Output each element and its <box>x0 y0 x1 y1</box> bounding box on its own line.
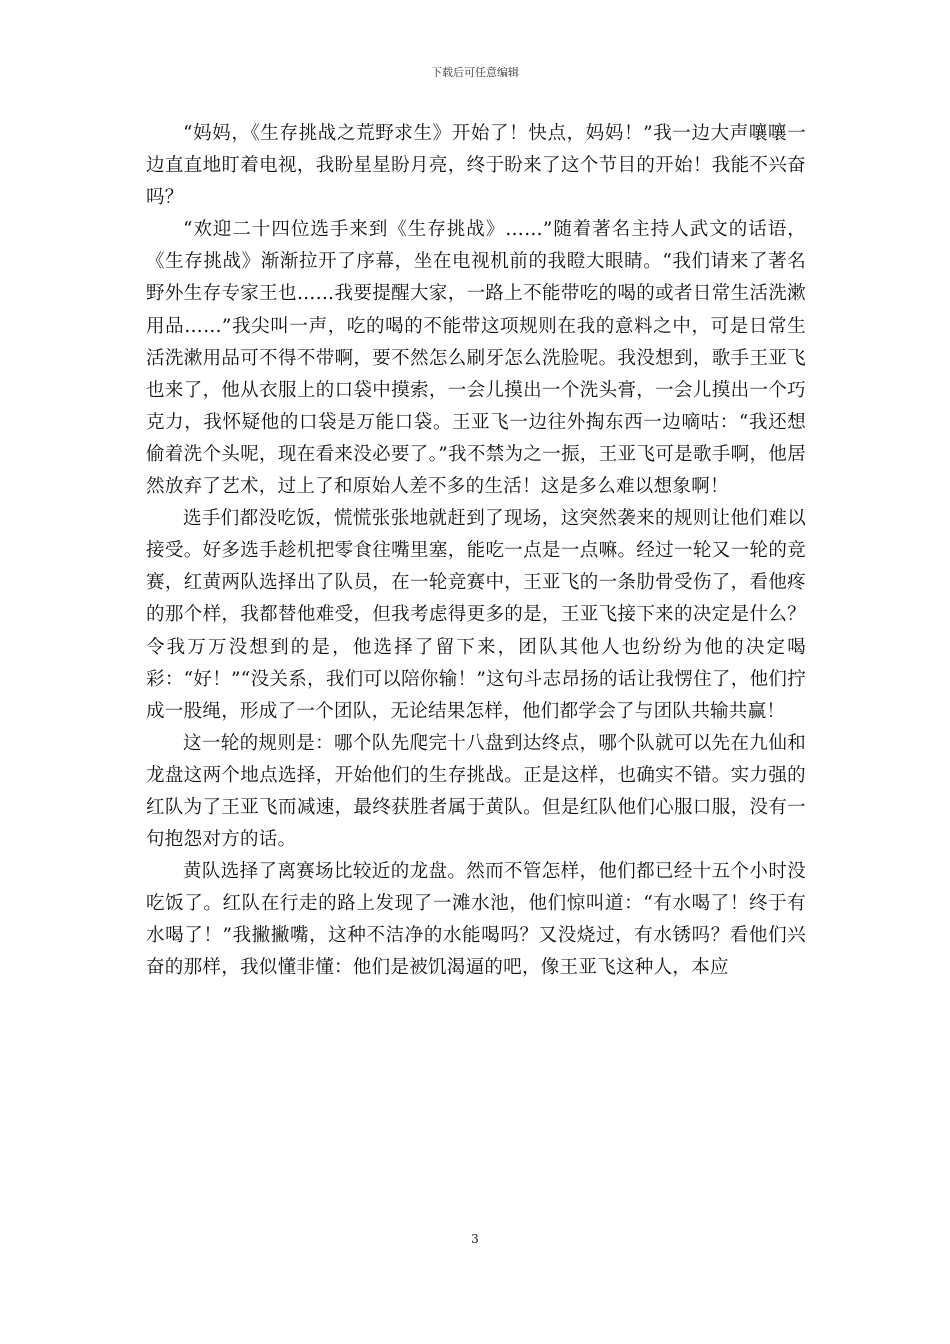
paragraph-1: “妈妈，《生存挑战之荒野求生》开始了！快点，妈妈！”我一边大声嚷嚷一边直直地盯着电视，我盼星星盼月亮，终于盼来了这个节目的开始！我能不兴奋吗？ <box>146 123 806 209</box>
paragraph-3: 选手们都没吃饭，慌慌张张地就赶到了现场，这突然袭来的规则让他们难以接受。好多选手趁机把零食往嘴里塞，能吃一点是一点嘛。经过一轮又一轮的竞赛，红黄两队选择出了队员，在一轮竞赛中，王亚飞的一条肋骨受伤了，看他疼的那个样，我都替他难受，但我考虑得更多的是，王亚飞接下来的决定是什么？令我万万没想到的是，他选择了留下来，团队其他人也纷纷为他的决定喝彩：“好！”“没关系，我们可以陪你输！”这句斗志昂扬的话让我愣住了，他们拧成一股绳，形成了一个团队，无论结果怎样，他们都学会了与团队共输共赢！ <box>146 508 806 722</box>
paragraph-4: 这一轮的规则是：哪个队先爬完十八盘到达终点，哪个队就可以先在九仙和龙盘这两个地点选择，开始他们的生存挑战。正是这样，也确实不错。实力强的红队为了王亚飞而减速，最终获胜者属于黄队。但是红队他们心服口服，没有一句抱怨对方的话。 <box>146 732 806 851</box>
page-number: 3 <box>471 1232 479 1246</box>
paragraph-5: 黄队选择了离赛场比较近的龙盘。然而不管怎样，他们都已经十五个小时没吃饭了。红队在行走的路上发现了一滩水池，他们惊叫道：“有水喝了！终于有水喝了！”我撇撇嘴，这种不洁净的水能喝吗？又没烧过，有水锈吗？看他们兴奋的那样，我似懂非懂：他们是被饥渴逼的吧，像王亚飞这种人，本应 <box>146 861 806 979</box>
page-header: 下载后可任意编辑 <box>431 66 519 79</box>
document-body <box>146 118 806 985</box>
paragraph-2: “欢迎二十四位选手来到《生存挑战》……”随着著名主持人武文的话语，《生存挑战》渐渐拉开了序幕，坐在电视机前的我瞪大眼睛。“我们请来了著名野外生存专家王也……我要提醒大家，一路上不能带吃的喝的或者日常生活洗漱用品……”我尖叫一声，吃的喝的不能带这项规则在我的意料之中，可是日常生活洗漱用品可不得不带啊，要不然怎么刷牙怎么洗脸呢。我没想到，歌手王亚飞也来了，他从衣服上的口袋中摸索，一会儿摸出一个洗头膏，一会儿摸出一个巧克力，我怀疑他的口袋是万能口袋。王亚飞一边往外掏东西一边嘀咕：“我还想偷着洗个头呢，现在看来没必要了。”我不禁为之一振，王亚飞可是歌手啊，他居然放弃了艺术，过上了和原始人差不多的生活！这是多么难以想象啊！ <box>146 219 806 498</box>
